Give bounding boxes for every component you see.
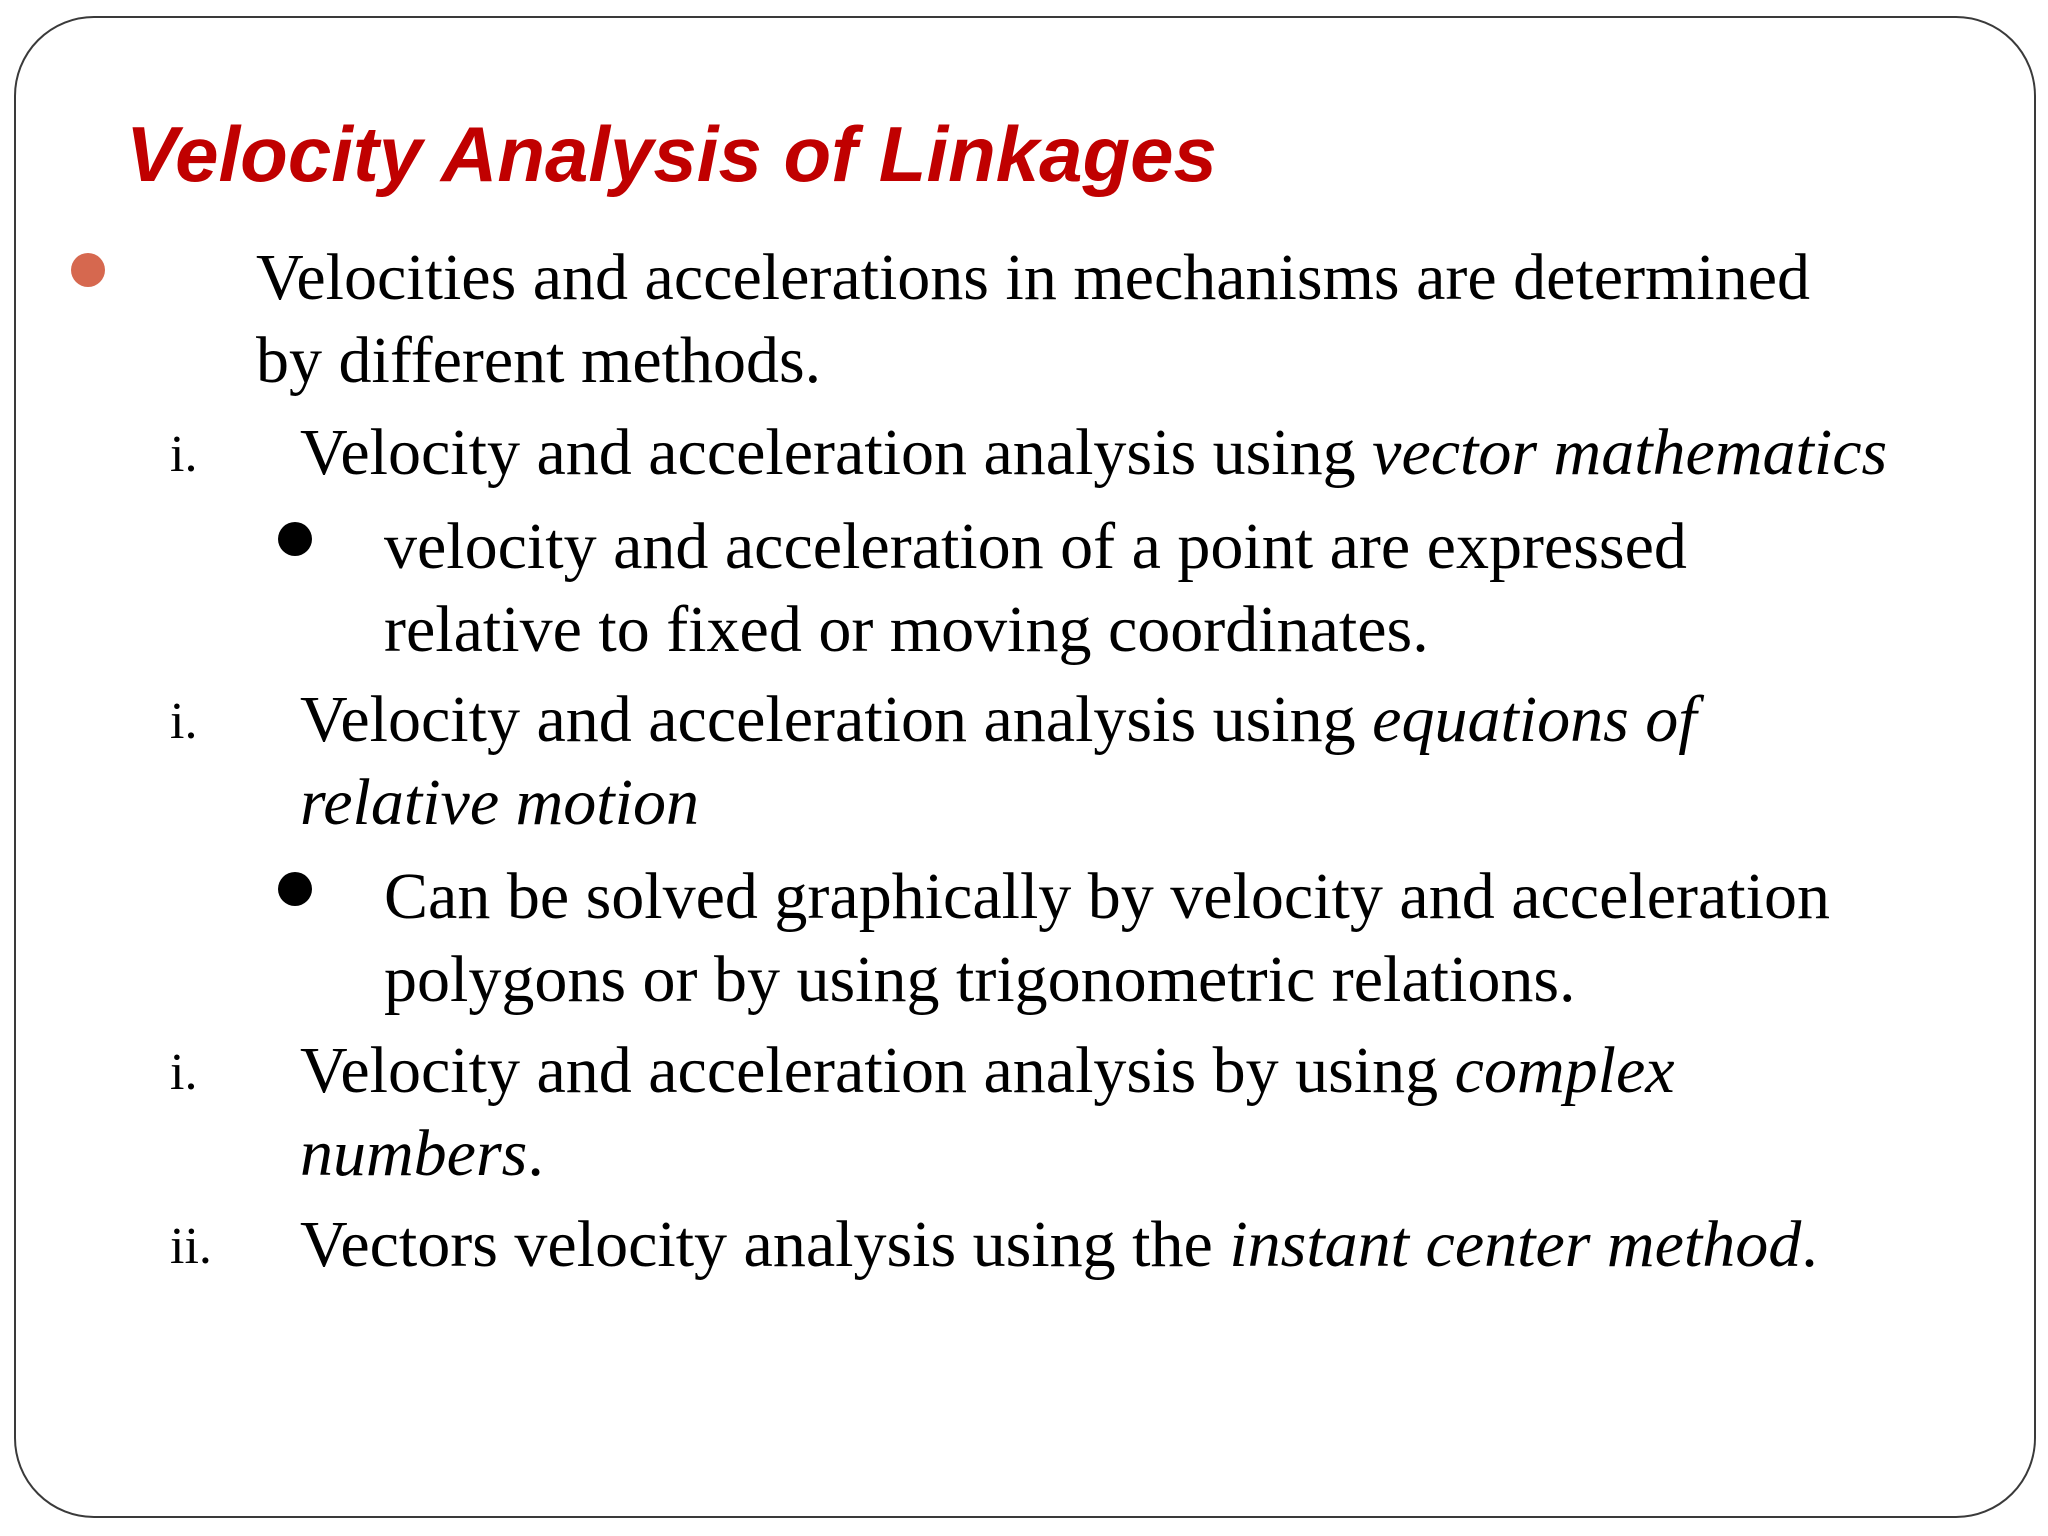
list-marker-1: i.: [170, 426, 198, 483]
sub-item-1-line-1: velocity and acceleration of a point are expressed: [384, 510, 1687, 583]
list-item-3-emphasis-line-2: numbers: [300, 1117, 528, 1190]
list-item-3-tail: .: [527, 1117, 544, 1190]
sub-item-1: [384, 505, 1687, 671]
intro-line-1: Velocities and accelerations in mechanisms are determined: [256, 241, 1811, 314]
list-item-4-tail: .: [1801, 1208, 1818, 1281]
list-item-4: [300, 1203, 1818, 1286]
sub-bullet-dot-icon: [278, 872, 312, 906]
list-marker-2: i.: [170, 693, 198, 750]
slide-title: Velocity Analysis of Linkages: [126, 110, 1217, 198]
list-item-3-text: Velocity and acceleration analysis by using: [300, 1034, 1455, 1107]
list-item-2-emphasis: equations of: [1372, 683, 1697, 756]
list-marker-3: i.: [170, 1044, 198, 1101]
list-marker-4: ii.: [170, 1218, 212, 1275]
list-item-2: [300, 678, 1697, 844]
bullet-dot-icon: [71, 253, 105, 287]
list-item-3-emphasis: complex: [1454, 1034, 1675, 1107]
intro-line-2: by different methods.: [256, 324, 822, 397]
sub-item-2-line-2: polygons or by using trigonometric relations.: [384, 943, 1576, 1016]
sub-item-1-line-2: relative to fixed or moving coordinates.: [384, 593, 1429, 666]
sub-item-2-line-1: Can be solved graphically by velocity and acceleration: [384, 860, 1830, 933]
list-item-1-text: Velocity and acceleration analysis using: [300, 416, 1373, 489]
list-item-2-emphasis-line-2: relative motion: [300, 766, 699, 839]
list-item-4-text: Vectors velocity analysis using the: [300, 1208, 1230, 1281]
list-item-3: [300, 1029, 1675, 1195]
intro-paragraph: [256, 236, 1810, 402]
sub-bullet-dot-icon: [278, 522, 312, 556]
list-item-2-text: Velocity and acceleration analysis using: [300, 683, 1373, 756]
list-item-4-emphasis: instant center method: [1229, 1208, 1802, 1281]
sub-item-2: [384, 855, 1830, 1021]
list-item-1: [300, 411, 1887, 494]
list-item-1-emphasis: vector mathematics: [1372, 416, 1888, 489]
